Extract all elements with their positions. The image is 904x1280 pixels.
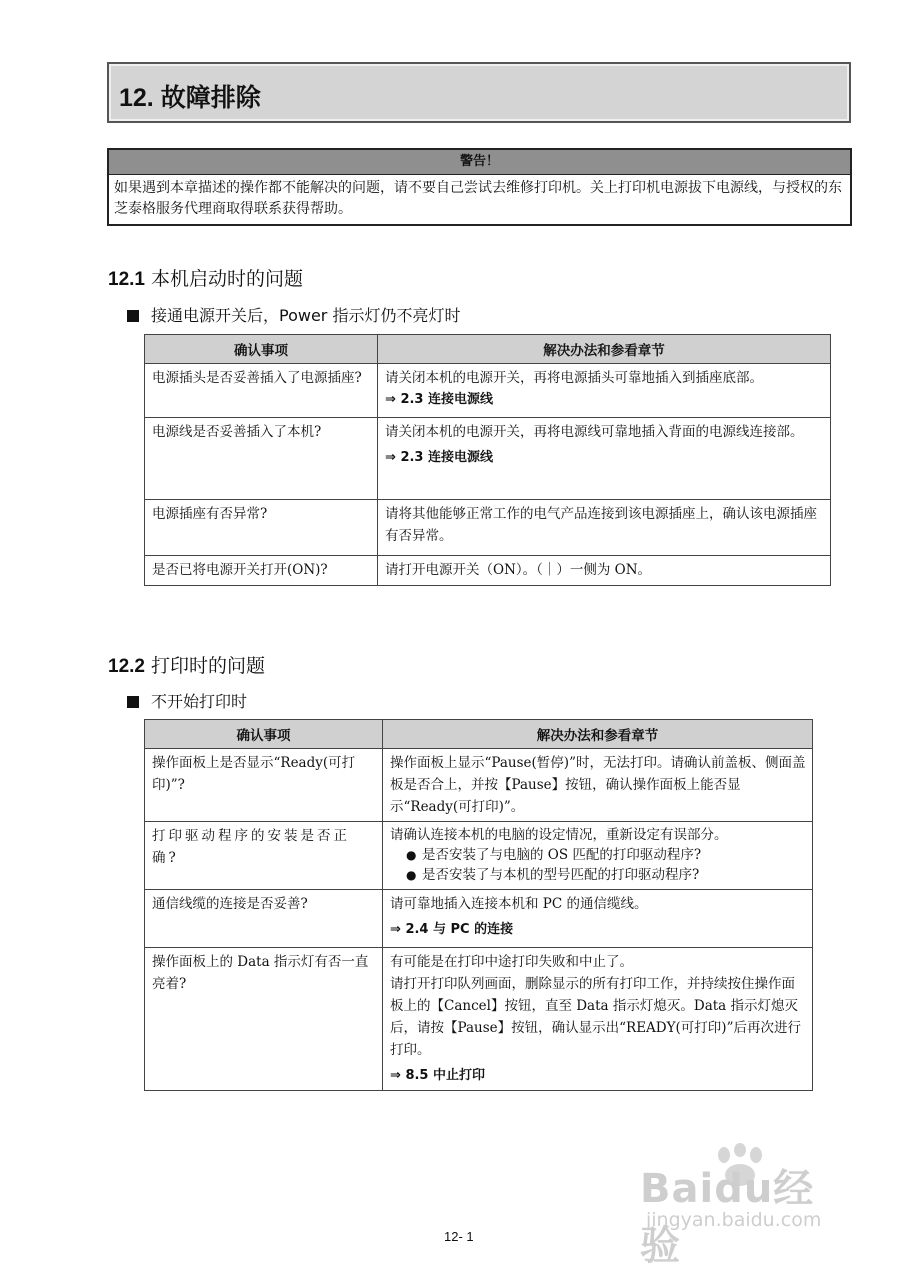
solution-text: 有可能是在打印中途打印失败和中止了。 (390, 954, 633, 970)
warning-box (107, 148, 852, 226)
chapter-title-text: 12. 故障排除 (119, 84, 261, 112)
solution-text: 请可靠地插入连接本机和 PC 的通信缆线。 (390, 896, 648, 912)
troubleshoot-table-printing (144, 719, 813, 1091)
reference-text: 2.4 与 PC 的连接 (405, 922, 514, 937)
table-row (145, 948, 813, 1091)
section-title-text: 打印时的问题 (151, 655, 266, 677)
table-header: 解决办法和参看章节 (378, 335, 831, 364)
table-row (145, 890, 813, 948)
reference-text: 2.3 连接电源线 (400, 450, 493, 465)
table-row (145, 749, 813, 822)
table-row (145, 500, 831, 556)
solution-text: 请确认连接本机的电脑的设定情况，重新设定有误部分。 (390, 827, 728, 843)
solution-cell (383, 822, 813, 890)
watermark-logo: Baidu经验 (640, 1166, 815, 1269)
check-cell: 通信线缆的连接是否妥善? (145, 890, 383, 948)
table-header: 解决办法和参看章节 (383, 720, 813, 749)
solution-cell: 请打开电源开关（ON）。（｜）一侧为 ON。 (378, 556, 831, 586)
check-cell: 是否已将电源开关打开(ON)? (145, 556, 378, 586)
check-cell: 操作面板上是否显示“Ready(可打印)”? (145, 749, 383, 822)
table-row (145, 364, 831, 418)
arrow-icon: ⇒ (390, 922, 401, 937)
solution-text: 请关闭本机的电源开关，再将电源插头可靠地插入到插座底部。 (385, 370, 763, 386)
check-cell: 电源线是否妥善插入了本机? (145, 418, 378, 500)
warning-heading: 警告！ (109, 150, 850, 175)
list-item: ● 是否安装了与电脑的 OS 匹配的打印驱动程序? (406, 845, 806, 865)
section-number: 12.1 (108, 269, 145, 290)
square-bullet-icon (127, 310, 139, 322)
arrow-icon: ⇒ (390, 1068, 401, 1083)
check-cell: 操作面板上的 Data 指示灯有否一直亮着? (145, 948, 383, 1091)
reference (390, 919, 806, 941)
reference (385, 389, 824, 411)
solution-cell (378, 364, 831, 418)
check-cell (145, 822, 383, 890)
square-bullet-icon (127, 696, 139, 708)
chapter-title (107, 62, 851, 123)
table-row (145, 556, 831, 586)
solution-cell (383, 948, 813, 1091)
check-text: 打印驱动程序的安装是否正确? (152, 828, 350, 866)
reference-text: 2.3 连接电源线 (400, 392, 493, 407)
subsection-no-print (127, 689, 247, 712)
table-header: 确认事项 (145, 335, 378, 364)
warning-text: 如果遇到本章描述的操作都不能解决的问题，请不要自己尝试去维修打印机。关上打印机电源拔下电源线，与授权的东芝泰格服务代理商取得联系获得帮助。 (114, 180, 842, 217)
reference (385, 447, 824, 469)
solution-cell (383, 890, 813, 948)
section-title-text: 本机启动时的问题 (151, 268, 304, 290)
arrow-icon: ⇒ (385, 450, 396, 465)
section-title-12-2 (108, 651, 265, 678)
bullet-list (390, 845, 806, 885)
troubleshoot-table-startup (144, 334, 831, 586)
baidu-watermark (640, 1143, 850, 1269)
table-row (145, 822, 813, 890)
section-title-12-1 (108, 264, 303, 291)
solution-cell: 请将其他能够正常工作的电气产品连接到该电源插座上，确认该电源插座有否异常。 (378, 500, 831, 556)
solution-text: 请关闭本机的电源开关，再将电源线可靠地插入背面的电源线连接部。 (385, 424, 804, 440)
reference (390, 1065, 806, 1087)
subsection-text: 接通电源开关后，Power 指示灯仍不亮灯时 (151, 306, 461, 325)
list-item: ● 是否安装了与本机的型号匹配的打印驱动程序? (406, 865, 806, 885)
table-header: 确认事项 (145, 720, 383, 749)
subsection-power-lamp (127, 303, 460, 326)
reference-text: 8.5 中止打印 (405, 1068, 485, 1083)
solution-cell: 操作面板上显示“Pause(暂停)”时，无法打印。请确认前盖板、侧面盖板是否合上，并按【Pause】按钮，确认操作面板上能否显示“Ready(可打印)”。 (383, 749, 813, 822)
solution-text-continued: 请打开打印队列画面，删除显示的所有打印工作，并持续按住操作面板上的【Cancel】按钮，直至 Data 指示灯熄灭。Data 指示灯熄灭后，请按【Pause】按钮，确认显示出“READY(可打印)”后再次进行打印。 (390, 976, 801, 1058)
check-cell: 电源插头是否妥善插入了电源插座? (145, 364, 378, 418)
solution-cell (378, 418, 831, 500)
table-row (145, 418, 831, 500)
check-cell: 电源插座有否异常? (145, 500, 378, 556)
subsection-text: 不开始打印时 (151, 692, 248, 711)
section-number: 12.2 (108, 656, 145, 677)
watermark-url: jingyan.baidu.com (646, 1209, 822, 1231)
arrow-icon: ⇒ (385, 392, 396, 407)
page-number: 12- 1 (444, 1229, 474, 1244)
